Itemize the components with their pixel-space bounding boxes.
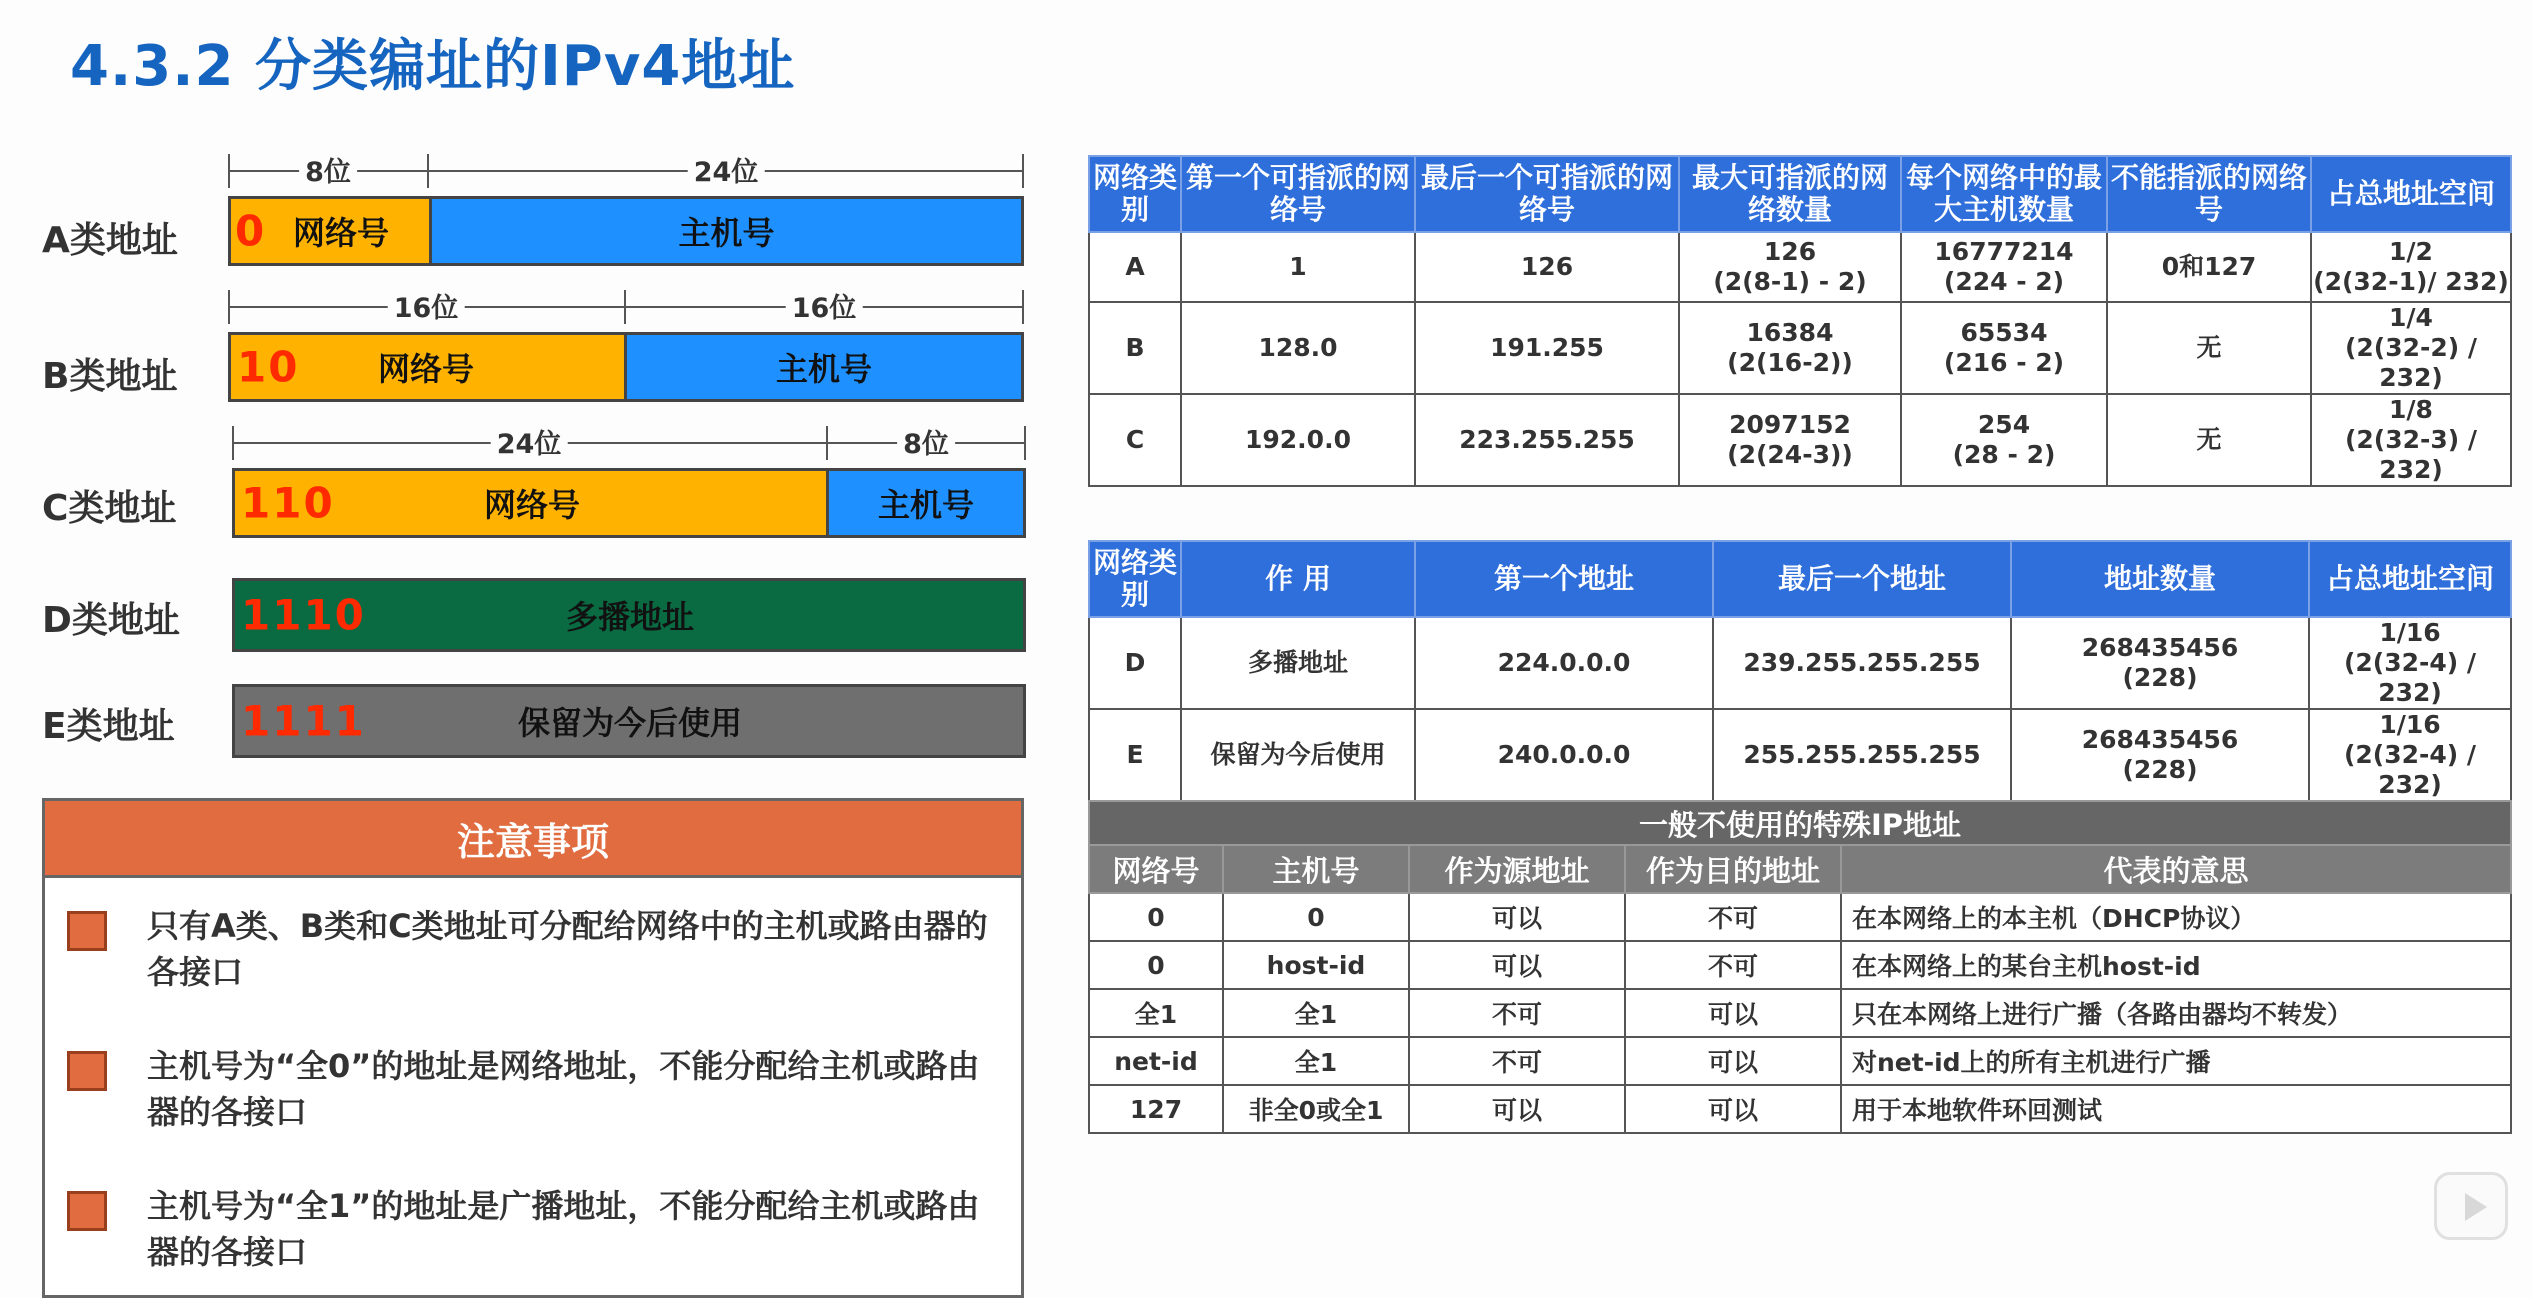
class-c-label: C类地址 <box>42 488 177 529</box>
cell-value: 16384 <box>1746 318 1834 347</box>
cell-value: 2097152 <box>1729 410 1851 439</box>
note-text: 主机号为“全0”的地址是网络地址，不能分配给主机或路由器的各接口 <box>147 1047 980 1131</box>
space-cell <box>2311 394 2511 486</box>
table-cell: 全1 <box>1223 1037 1409 1085</box>
class-d-label: D类地址 <box>42 600 180 641</box>
class-a-host-text: 主机号 <box>678 214 775 252</box>
cell-value: 65534 <box>1960 318 2048 347</box>
unassignable-cell: 无 <box>2107 302 2311 394</box>
class-d-segment <box>235 581 1023 649</box>
cell-value: 268435456 <box>2081 633 2239 662</box>
table-cell: 0 <box>1223 893 1409 941</box>
class-cell: E <box>1089 709 1181 801</box>
class-c-net-segment <box>235 471 829 535</box>
class-e-bar <box>232 684 1026 758</box>
class-d-prefix: 1110 <box>241 590 366 640</box>
header-cell: 地址数量 <box>2011 541 2309 617</box>
table-row <box>1089 989 2511 1037</box>
table-row <box>1089 1037 2511 1085</box>
table-cell: 只在本网络上进行广播（各路由器均不转发） <box>1841 989 2511 1037</box>
header-cell: 作为目的地址 <box>1625 845 1841 893</box>
header-cell: 最后一个地址 <box>1713 541 2011 617</box>
class-abc-table <box>1088 155 2512 487</box>
header-cell: 每个网络中的最大主机数量 <box>1901 156 2107 232</box>
cell-value: 268435456 <box>2081 725 2239 754</box>
table-cell: 在本网络上的本主机（DHCP协议） <box>1841 893 2511 941</box>
table-cell: 不可 <box>1625 893 1841 941</box>
cell-formula: (2(32-4) / 232) <box>2343 740 2477 799</box>
cell-formula: (228) <box>2122 755 2198 784</box>
class-a-bar <box>228 196 1024 266</box>
class-a-host-segment <box>432 199 1021 263</box>
class-b-host-bits: 16位 <box>786 286 863 325</box>
header-cell: 网络类别 <box>1089 156 1181 232</box>
table-cell: 在本网络上的某台主机host-id <box>1841 941 2511 989</box>
header-cell: 最大可指派的网络数量 <box>1679 156 1901 232</box>
class-cell: C <box>1089 394 1181 486</box>
address-count-cell <box>2011 617 2309 709</box>
bullet-square-icon <box>67 911 107 951</box>
use-cell: 保留为今后使用 <box>1181 709 1415 801</box>
header-cell: 不能指派的网络号 <box>2107 156 2311 232</box>
first-net-cell: 128.0 <box>1181 302 1415 394</box>
class-cell: A <box>1089 232 1181 302</box>
table-row <box>1089 1085 2511 1133</box>
header-cell: 第一个地址 <box>1415 541 1713 617</box>
cell-value: 126 <box>1763 237 1817 266</box>
cell-formula: (2(32-4) / 232) <box>2343 648 2477 707</box>
table-row <box>1089 893 2511 941</box>
note-text: 只有A类、B类和C类地址可分配给网络中的主机或路由器的各接口 <box>147 907 988 991</box>
class-a-net-segment <box>231 199 432 263</box>
class-b-prefix: 10 <box>237 342 300 392</box>
table-caption: 一般不使用的特殊IP地址 <box>1089 801 2511 845</box>
max-hosts-cell <box>1901 232 2107 302</box>
table-cell: 不可 <box>1625 941 1841 989</box>
table-cell: 可以 <box>1625 1085 1841 1133</box>
table-cell: host-id <box>1223 941 1409 989</box>
last-net-cell: 126 <box>1415 232 1679 302</box>
table-cell: 可以 <box>1625 989 1841 1037</box>
note-text: 主机号为“全1”的地址是广播地址，不能分配给主机或路由器的各接口 <box>147 1187 980 1271</box>
header-cell: 第一个可指派的网络号 <box>1181 156 1415 232</box>
class-b-net-text: 网络号 <box>377 350 475 388</box>
cell-formula: (216 - 2) <box>1943 348 2065 377</box>
first-address-cell: 224.0.0.0 <box>1415 617 1713 709</box>
class-c-prefix: 110 <box>241 478 335 528</box>
first-net-cell: 1 <box>1181 232 1415 302</box>
table-cell: 非全0或全1 <box>1223 1085 1409 1133</box>
header-cell: 代表的意思 <box>1841 845 2511 893</box>
unassignable-cell: 0和127 <box>2107 232 2311 302</box>
table-cell: 可以 <box>1409 941 1625 989</box>
table-row <box>1089 302 2511 394</box>
table-cell: 全1 <box>1089 989 1223 1037</box>
header-cell: 主机号 <box>1223 845 1409 893</box>
last-address-cell: 255.255.255.255 <box>1713 709 2011 801</box>
class-c-bit-ruler <box>232 422 1026 462</box>
cell-formula: (224 - 2) <box>1943 267 2065 296</box>
table-cell: 用于本地软件环回测试 <box>1841 1085 2511 1133</box>
notes-header: 注意事项 <box>45 801 1021 878</box>
unassignable-cell: 无 <box>2107 394 2311 486</box>
table-cell: 可以 <box>1409 893 1625 941</box>
bullet-square-icon <box>67 1191 107 1231</box>
cell-formula: (2(32-2) / 232) <box>2344 333 2478 392</box>
cell-value: 1/2 <box>2389 237 2433 266</box>
space-cell <box>2309 617 2511 709</box>
cell-formula: (2(16-2)) <box>1727 348 1853 377</box>
address-count-cell <box>2011 709 2309 801</box>
table-cell: 可以 <box>1409 1085 1625 1133</box>
cell-formula: (2(8-1) - 2) <box>1713 267 1867 296</box>
class-b-host-segment <box>627 335 1021 399</box>
table-row <box>1089 709 2511 801</box>
notes-panel <box>42 798 1024 1298</box>
cell-value: 1/4 <box>2389 303 2433 332</box>
table-cell: 不可 <box>1409 1037 1625 1085</box>
class-b-bar <box>228 332 1024 402</box>
cell-formula: (2(32-1)/ 232) <box>2313 267 2509 296</box>
table-row <box>1089 232 2511 302</box>
header-cell: 最后一个可指派的网络号 <box>1415 156 1679 232</box>
class-e-text: 保留为今后使用 <box>517 704 743 742</box>
max-hosts-cell <box>1901 302 2107 394</box>
use-cell: 多播地址 <box>1181 617 1415 709</box>
table-cell: 127 <box>1089 1085 1223 1133</box>
first-address-cell: 240.0.0.0 <box>1415 709 1713 801</box>
class-c-host-segment <box>829 471 1023 535</box>
play-icon[interactable] <box>2434 1172 2508 1240</box>
cell-formula: (2(32-3) / 232) <box>2344 425 2478 484</box>
table-cell: 全1 <box>1223 989 1409 1037</box>
header-cell: 占总地址空间 <box>2311 156 2511 232</box>
table-cell: 0 <box>1089 893 1223 941</box>
space-cell <box>2311 302 2511 394</box>
cell-formula: (28 - 2) <box>1952 440 2056 469</box>
bullet-square-icon <box>67 1051 107 1091</box>
cell-formula: (228) <box>2122 663 2198 692</box>
class-a-net-bits: 8位 <box>299 150 357 189</box>
cell-value: 1/8 <box>2389 395 2433 424</box>
header-cell: 网络号 <box>1089 845 1223 893</box>
class-a-bit-ruler <box>228 150 1024 190</box>
class-d-text: 多播地址 <box>565 598 695 636</box>
max-hosts-cell <box>1901 394 2107 486</box>
class-e-segment <box>235 687 1023 755</box>
last-address-cell: 239.255.255.255 <box>1713 617 2011 709</box>
net-count-cell <box>1679 394 1901 486</box>
table-cell: 对net-id上的所有主机进行广播 <box>1841 1037 2511 1085</box>
first-net-cell: 192.0.0 <box>1181 394 1415 486</box>
class-d-bar <box>232 578 1026 652</box>
class-b-net-segment <box>231 335 627 399</box>
class-c-net-bits: 24位 <box>491 422 568 461</box>
class-a-net-text: 网络号 <box>292 214 390 252</box>
table-cell: 0 <box>1089 941 1223 989</box>
table-cell: 可以 <box>1625 1037 1841 1085</box>
header-cell: 占总地址空间 <box>2309 541 2511 617</box>
class-a-host-bits: 24位 <box>688 150 765 189</box>
class-e-prefix: 1111 <box>241 696 366 746</box>
table-cell: 不可 <box>1409 989 1625 1037</box>
class-b-host-text: 主机号 <box>775 350 873 388</box>
cell-value: 254 <box>1977 410 2031 439</box>
net-count-cell <box>1679 302 1901 394</box>
net-count-cell <box>1679 232 1901 302</box>
class-c-host-text: 主机号 <box>877 486 975 524</box>
table-cell: net-id <box>1089 1037 1223 1085</box>
cell-value: 1/16 <box>2379 618 2441 647</box>
special-ip-table <box>1088 800 2512 1134</box>
class-c-host-bits: 8位 <box>897 422 955 461</box>
class-b-net-bits: 16位 <box>388 286 465 325</box>
class-c-net-text: 网络号 <box>483 486 581 524</box>
last-net-cell: 223.255.255 <box>1415 394 1679 486</box>
class-b-bit-ruler <box>228 286 1024 326</box>
table-row <box>1089 941 2511 989</box>
page-title: 4.3.2 分类编址的IPv4地址 <box>70 34 796 99</box>
cell-value: 1/16 <box>2379 710 2441 739</box>
cell-value: 16777214 <box>1934 237 2074 266</box>
class-a-prefix: 0 <box>235 206 267 256</box>
class-cell: D <box>1089 617 1181 709</box>
space-cell <box>2309 709 2511 801</box>
class-c-bar <box>232 468 1026 538</box>
header-cell: 作 用 <box>1181 541 1415 617</box>
cell-formula: (2(24-3)) <box>1727 440 1853 469</box>
table-row <box>1089 617 2511 709</box>
last-net-cell: 191.255 <box>1415 302 1679 394</box>
class-b-label: B类地址 <box>42 356 178 397</box>
class-de-table <box>1088 540 2512 802</box>
space-cell <box>2311 232 2511 302</box>
class-a-label: A类地址 <box>42 220 178 261</box>
class-e-label: E类地址 <box>42 706 175 747</box>
table-row <box>1089 394 2511 486</box>
header-cell: 作为源地址 <box>1409 845 1625 893</box>
header-cell: 网络类别 <box>1089 541 1181 617</box>
class-cell: B <box>1089 302 1181 394</box>
